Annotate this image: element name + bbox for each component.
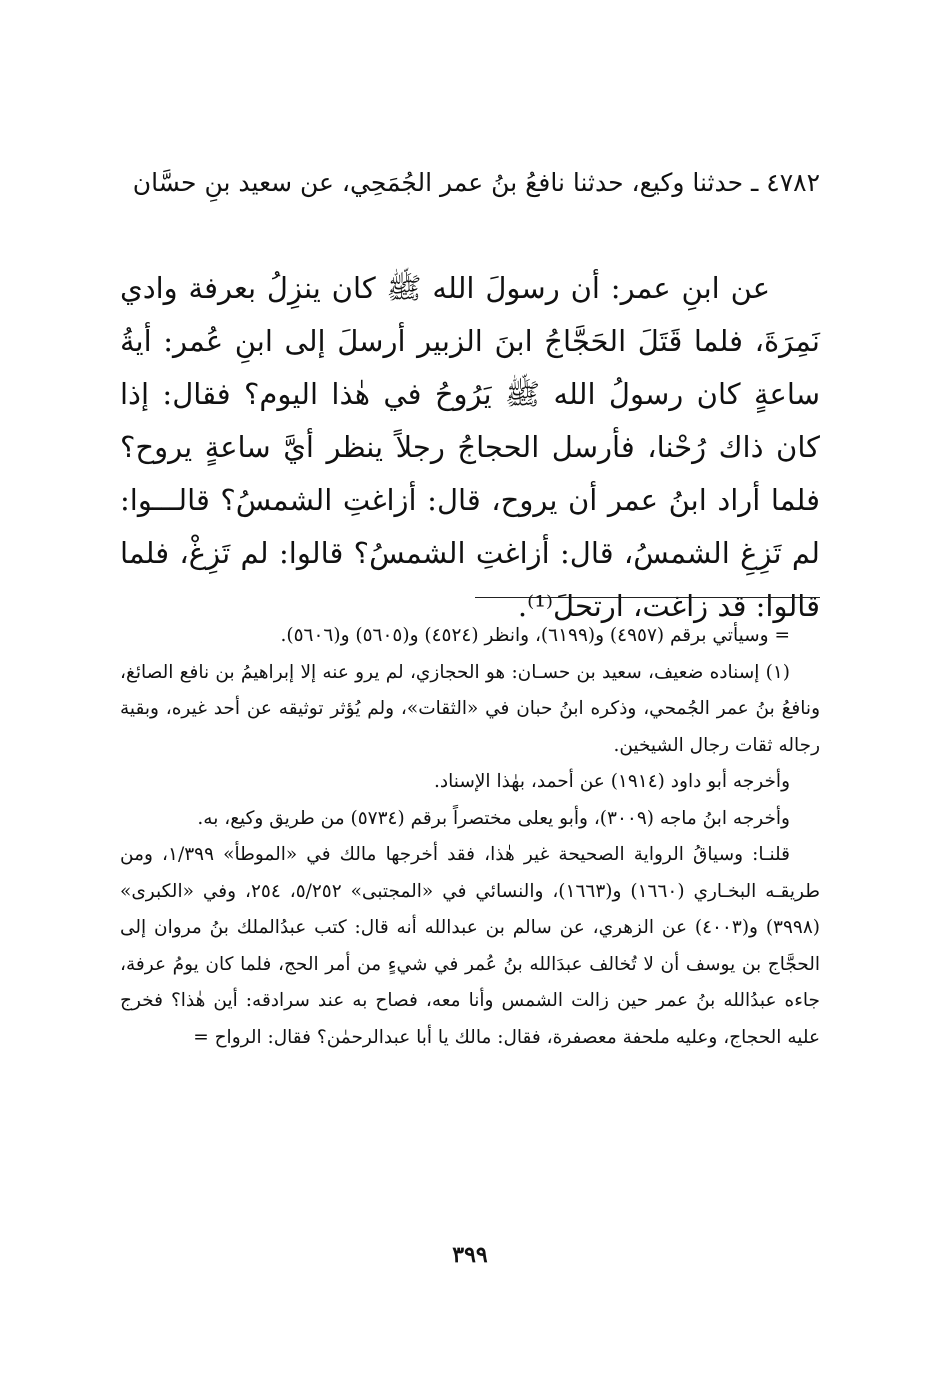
footnote-abu-dawud: وأخرجه أبو داود (١٩١٤) عن أحمد، بهٰذا الإسناد. <box>434 771 790 792</box>
page-number: ٣٩٩ <box>452 1242 488 1268</box>
footnote-ibn-majah: وأخرجه ابنُ ماجه (٣٠٠٩)، وأبو يعلى مختصراً برقم (٥٧٣٤) من طريق وكيع، به. <box>197 807 790 829</box>
footnote-commentary: قلنـا: وسياقُ الرواية الصحيحة غير هٰذا، فقد أخرجها مالك في «الموطأ» ١/٣٩٩، ومن طريقـه البخـاري (١٦٦٠) و(١٦٦٣)، والنسائي في «المجتبى» ٥/٢٥٢، ٢٥٤، وفي «الكبرى» (٣٩٩٨) و(٤٠٠٣) عن الزهري، عن سالم بن عبدالله أنه قال: كتب عبدُالملك بنُ مروان إلى الحجَّاج بن يوسف أن لا تُخالف عبدَالله بنُ عُمر في شيءٍ من أمر الحج، فلما كان يومُ عرفة، جاءه عبدُالله بنُ عمر حين زالت الشمس وأنا معه، فصاح به عند سرادقه: أين هٰذا؟ فخرج عليه الحجاج، وعليه ملحفة معصفرة، فقال: مالك يا أبا عبدالرحمٰن؟ فقال: الرواح = <box>120 844 821 1048</box>
footnote-continuation: = وسيأتي برقم (٤٩٥٧) و(٦١٩٩)، وانظر (٤٥٢٤) و(٥٦٠٥) و(٥٦٠٦). <box>280 625 790 646</box>
book-page <box>120 0 820 1376</box>
footnotes <box>120 618 820 1056</box>
hadith-matn: عن ابنِ عمر: أن رسولَ الله ﷺ كان ينزِلُ بعرفة وادي نَمِرَةَ، فلما قَتَلَ الحَجَّاجُ ابنَ الزبير أرسلَ إلى ابنِ عُمر: أيةُ ساعةٍ كان رسولُ الله ﷺ يَرُوحُ في هٰذا اليوم؟ فقال: إذا كان ذاك رُحْنا، فأرسل الحجاجُ رجلاً ينظر أيَّ ساعةٍ يروح؟ فلما أراد ابنُ عمر أن يروح، قال: أزاغتِ الشمسُ؟ قالـــوا: لم تَزِغِ الشمسُ، قال: أزاغتِ الشمسُ؟ قالوا: لم تَزِغْ، فلما قالوا: قد زاغت، ارتحلَ⁽¹⁾. <box>120 271 820 623</box>
footnote-divider <box>475 597 820 598</box>
hadith-isnad: ٤٧٨٢ ـ حدثنا وكيع، حدثنا نافعُ بنُ عمر الجُمَحِي، عن سعيد بنِ حسَّان <box>132 168 820 197</box>
hadith-matn-block <box>120 262 820 633</box>
footnote-1: (١) إسناده ضعيف، سعيد بن حسـان: هو الحجازي، لم يرو عنه إلا إبراهيمُ بن نافع الصائغ، ونافعُ بنُ عمر الجُمحي، وذكره ابنُ حبان في «الثقات»، ولم يُؤثر توثيقه عن أحد غيره، وبقية رجاله ثقات رجال الشيخين. <box>120 661 820 756</box>
